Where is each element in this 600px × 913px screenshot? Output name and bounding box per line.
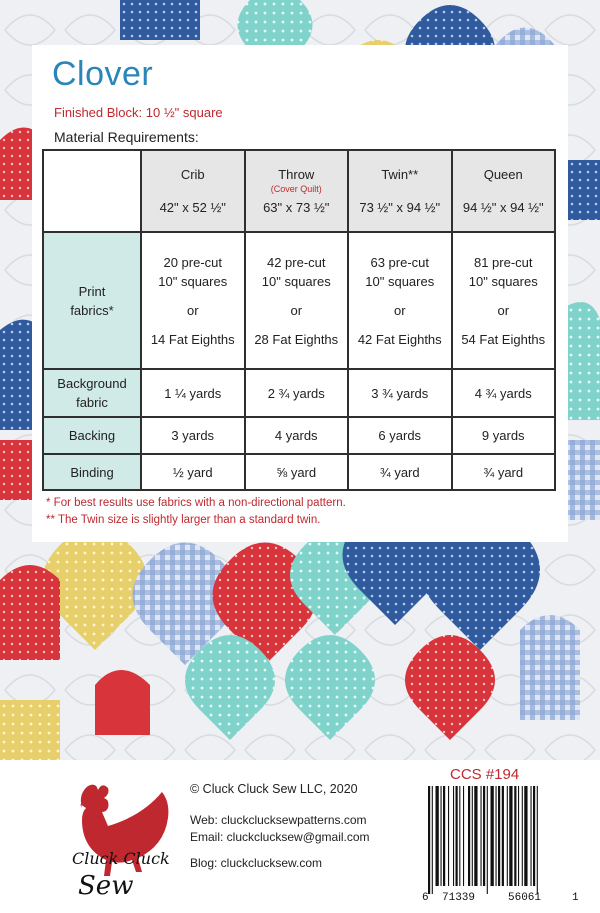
cell-background-twin: 3 ¾ yards xyxy=(348,369,452,417)
barcode-bar xyxy=(453,786,454,886)
table-header-row xyxy=(43,150,555,232)
row-header-background-fabric: Background fabric xyxy=(43,369,141,417)
barcode-bar xyxy=(487,786,488,894)
barcode-bar xyxy=(518,786,519,886)
pattern-title: Clover xyxy=(52,55,154,93)
materials-heading: Material Requirements: xyxy=(54,129,199,145)
barcode-bar xyxy=(533,786,535,886)
svg-text:Sew: Sew xyxy=(78,871,134,900)
contact-info xyxy=(190,812,370,872)
cell-backing-throw: 4 yards xyxy=(245,417,349,454)
pattern-number: CCS #194 xyxy=(450,766,520,783)
materials-card xyxy=(32,45,568,542)
material-requirements-table xyxy=(42,149,556,491)
column-header-crib: Crib 42" x 52 ½" xyxy=(141,150,245,232)
cell-backing-twin: 6 yards xyxy=(348,417,452,454)
cell-background-crib: 1 ¼ yards xyxy=(141,369,245,417)
cell-background-throw: 2 ¾ yards xyxy=(245,369,349,417)
barcode-bar xyxy=(443,786,445,886)
barcode-bar xyxy=(441,786,442,886)
cell-backing-queen: 9 yards xyxy=(452,417,556,454)
cell-print-throw: 42 pre-cut 10" squares or 28 Fat Eighths xyxy=(245,232,349,369)
svg-text:Cluck Cluck: Cluck Cluck xyxy=(72,849,170,868)
footnote-twin: ** The Twin size is slightly larger than a standard twin. xyxy=(46,514,321,526)
table-row-background-fabric xyxy=(43,369,555,417)
column-header-throw: Throw (Cover Quilt) 63" x 73 ½" xyxy=(245,150,349,232)
cell-binding-twin: ¾ yard xyxy=(348,454,452,490)
footnote-directional: * For best results use fabrics with a non-directional pattern. xyxy=(46,497,346,509)
cell-background-queen: 4 ¾ yards xyxy=(452,369,556,417)
cell-print-crib: 20 pre-cut 10" squares or 14 Fat Eighths xyxy=(141,232,245,369)
barcode-bar xyxy=(472,786,473,886)
cell-binding-queen: ¾ yard xyxy=(452,454,556,490)
row-header-print-fabrics: Print fabrics* xyxy=(43,232,141,369)
barcode-bar xyxy=(448,786,449,886)
barcode-bar xyxy=(502,786,504,886)
barcode-bar xyxy=(524,786,527,886)
barcode-bar xyxy=(496,786,497,886)
cluck-cluck-sew-logo xyxy=(42,768,182,900)
header-blank-cell xyxy=(43,150,141,232)
cell-binding-throw: ⅝ yard xyxy=(245,454,349,490)
barcode-bar xyxy=(531,786,532,886)
web-link[interactable]: Web: cluckclucksewpatterns.com xyxy=(190,813,367,827)
barcode-bar xyxy=(522,786,523,886)
cell-backing-crib: 3 yards xyxy=(141,417,245,454)
barcode-bar xyxy=(459,786,460,886)
blog-link[interactable]: Blog: cluckclucksew.com xyxy=(190,856,323,870)
barcode-bar xyxy=(491,786,494,886)
barcode-bar xyxy=(428,786,430,894)
finished-block-size: Finished Block: 10 ½" square xyxy=(54,105,223,120)
barcode-bar xyxy=(507,786,508,886)
barcode-bar xyxy=(432,786,433,894)
email-link[interactable]: Email: cluckclucksew@gmail.com xyxy=(190,829,370,844)
row-header-backing: Backing xyxy=(43,417,141,454)
copyright-notice: © Cluck Cluck Sew LLC, 2020 xyxy=(190,782,358,796)
barcode-bar xyxy=(463,786,464,886)
cell-print-twin: 63 pre-cut 10" squares or 42 Fat Eighths xyxy=(348,232,452,369)
table-row-backing xyxy=(43,417,555,454)
table-row-print-fabrics xyxy=(43,232,555,369)
table-row-binding xyxy=(43,454,555,490)
cell-print-queen: 81 pre-cut 10" squares or 54 Fat Eighths xyxy=(452,232,556,369)
row-header-binding: Binding xyxy=(43,454,141,490)
barcode-bar xyxy=(537,786,538,894)
column-header-queen: Queen 94 ½" x 94 ½" xyxy=(452,150,556,232)
barcode-bar xyxy=(474,786,477,886)
cell-binding-crib: ½ yard xyxy=(141,454,245,490)
barcode-bar xyxy=(509,786,512,886)
barcode-bar xyxy=(483,786,485,886)
barcode-bar xyxy=(456,786,458,886)
barcode-bar xyxy=(436,786,439,886)
barcode-bar xyxy=(514,786,516,886)
footer: Cluck Cluck Sew © Cluck Cluck Sew LLC, 2020 Web: cluckclucksewpatterns.com Email: cluckclucksew@gmail.com Blog: cluckclucksew.com CCS #194 6 71339 56061 1 xyxy=(0,760,600,913)
barcode-bar xyxy=(481,786,482,886)
barcode-image xyxy=(422,782,580,900)
column-header-twin: Twin** 73 ½" x 94 ½" xyxy=(348,150,452,232)
barcode-bar xyxy=(498,786,500,886)
barcode-bar xyxy=(468,786,470,886)
footnotes xyxy=(46,495,346,529)
